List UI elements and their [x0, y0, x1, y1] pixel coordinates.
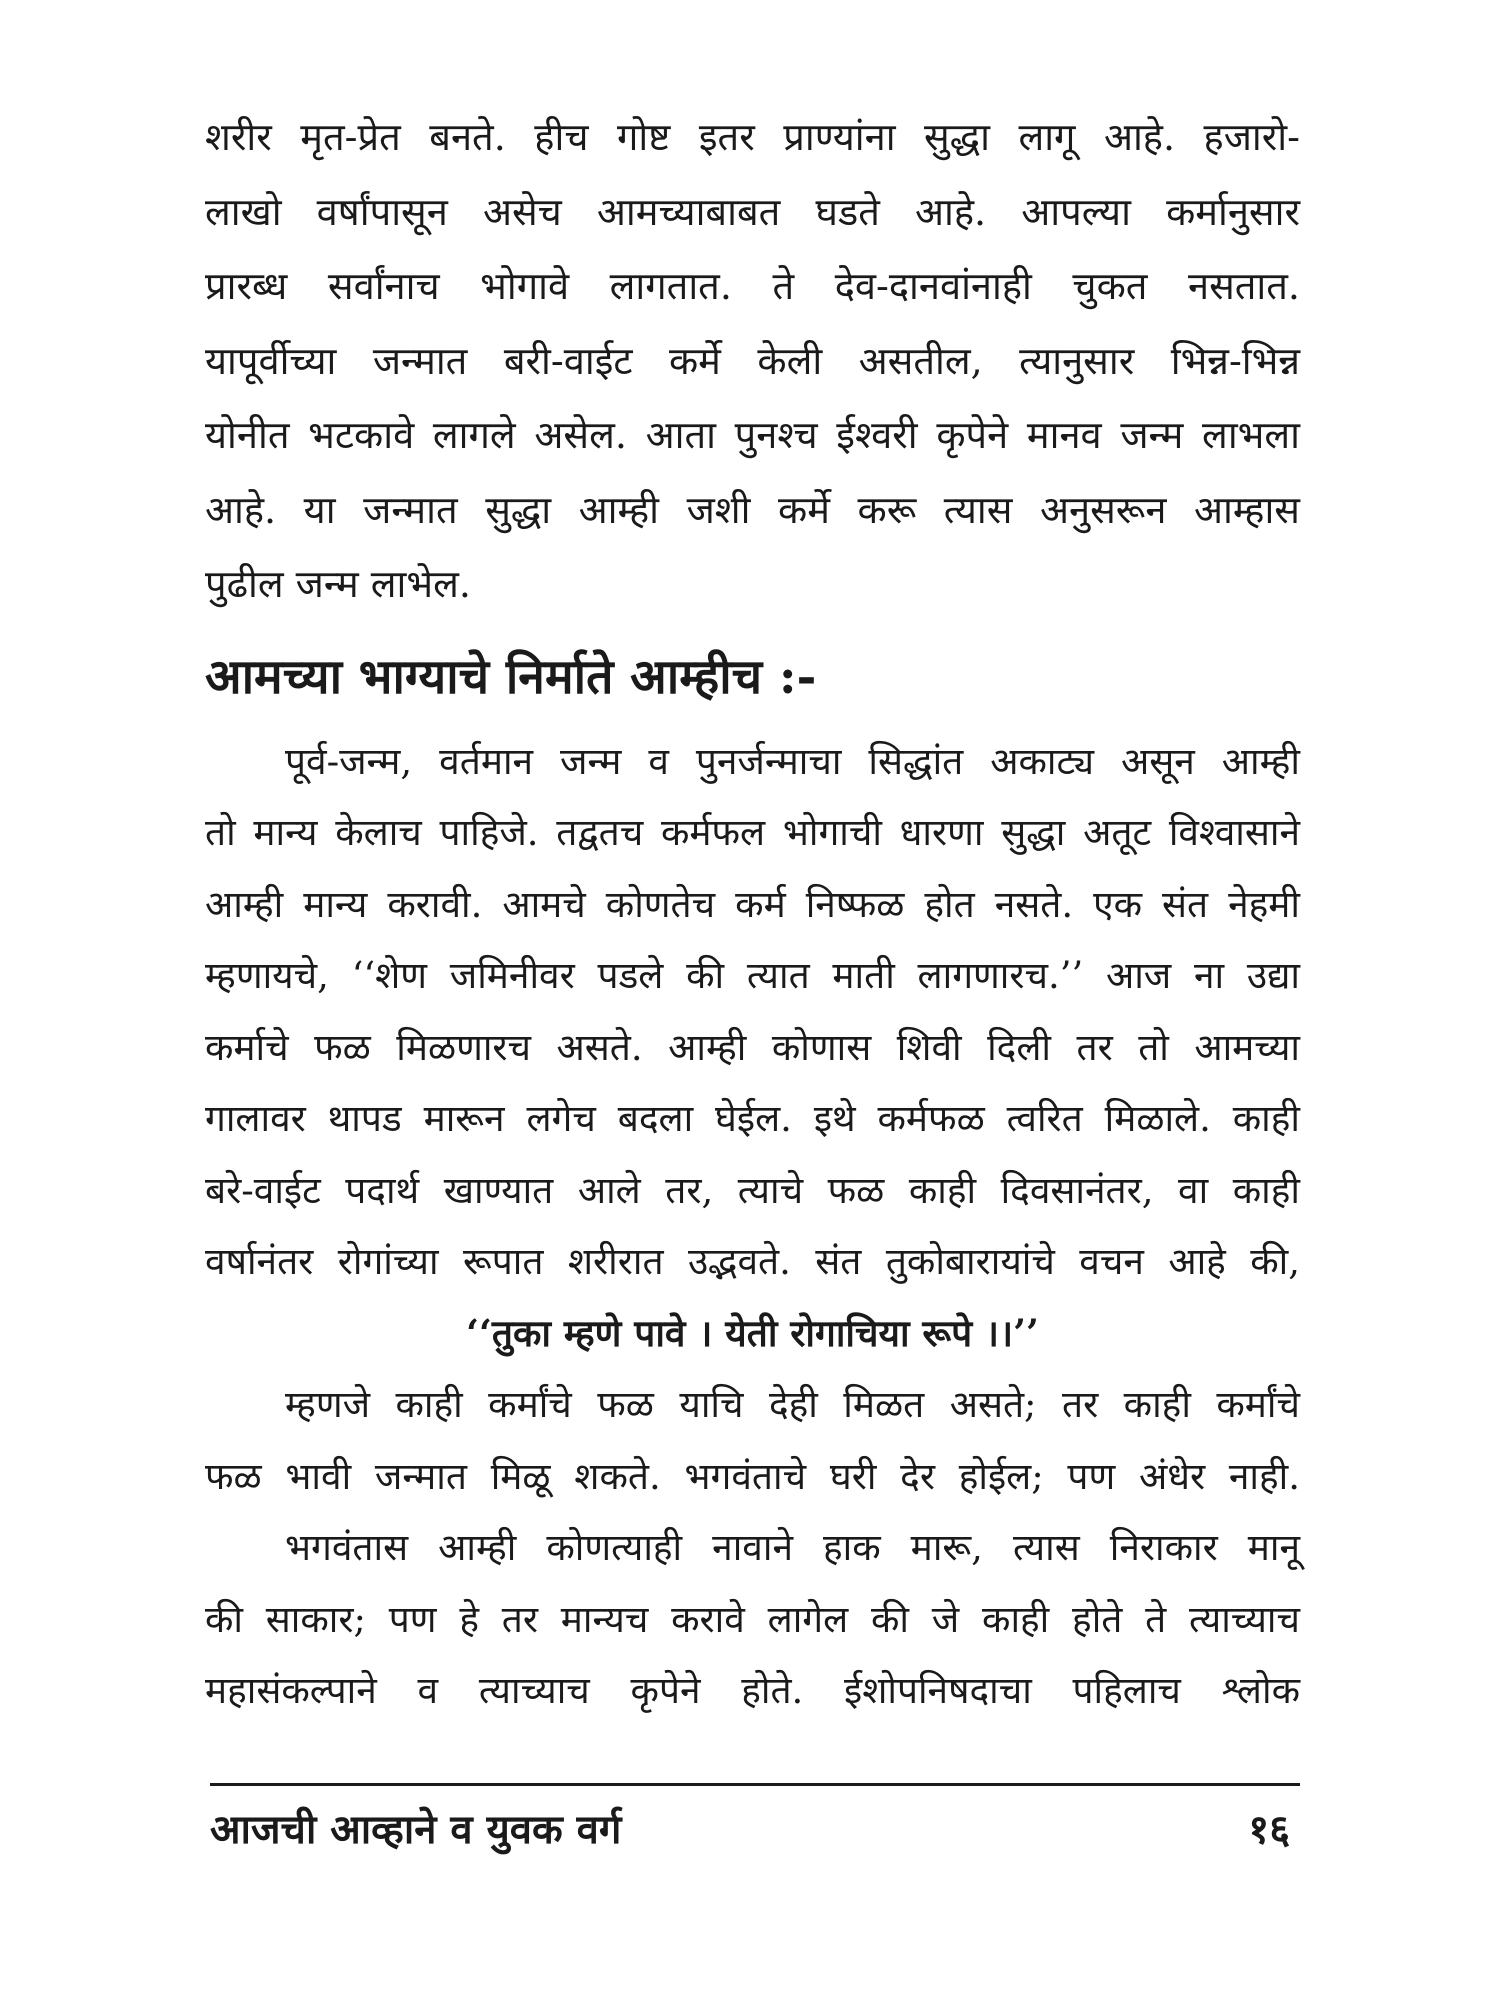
text-line: योनीत भटकावे लागले असेल. आता पुनश्च ईश्वरी कृपेने मानव जन्म लाभला — [205, 413, 1300, 457]
text-line: लाखो वर्षांपासून असेच आमच्याबाबत घडते आहे. आपल्या कर्मानुसार — [205, 189, 1300, 234]
section-body — [205, 726, 1300, 1727]
text-line: यापूर्वीच्या जन्मात बरी-वाईट कर्मे केली असतील, त्यानुसार भिन्न-भिन्न — [205, 338, 1300, 383]
text-line: कर्माचे फळ मिळणारच असते. आम्ही कोणास शिवी दिली तर तो आमच्या — [205, 1025, 1300, 1069]
text-line: फळ भावी जन्मात मिळू शकते. भगवंताचे घरी देर होईल; पण अंधेर नाही. — [205, 1454, 1300, 1498]
text-line: पुढील जन्म लाभेल. — [205, 562, 471, 606]
text-line: आम्ही मान्य करावी. आमचे कोणतेच कर्म निष्फळ होत नसते. एक संत नेहमी — [205, 882, 1300, 926]
text-line: महासंकल्पाने व त्याच्याच कृपेने होते. ईशोपनिषदाचा पहिलाच श्लोक — [205, 1669, 1300, 1712]
text-line: गालावर थापड मारून लगेच बदला घेईल. इथे कर्मफळ त्वरित मिळाले. काही — [205, 1097, 1300, 1140]
text-line: की साकार; पण हे तर मान्यच करावे लागेल की जे काही होते ते त्याच्याच — [205, 1597, 1300, 1641]
book-title: आजची आव्हाने व युवक वर्ग — [210, 1806, 622, 1853]
page-number: १६ — [1248, 1806, 1290, 1853]
text-line: वर्षानंतर रोगांच्या रूपात शरीरात उद्भवते. संत तुकोबारायांचे वचन आहे की, — [205, 1240, 1300, 1283]
footer-divider — [210, 1783, 1300, 1786]
text-line: बरे-वाईट पदार्थ खाण्यात आले तर, त्याचे फळ काही दिवसानंतर, वा काही — [205, 1168, 1300, 1212]
section-heading: आमच्या भाग्याचे निर्माते आम्हीच :- — [205, 648, 817, 705]
text-line: भगवंतास आम्ही कोणत्याही नावाने हाक मारू, त्यास निराकार मानू — [285, 1526, 1300, 1569]
text-line: म्हणजे काही कर्मांचे फळ याचि देही मिळत असते; तर काही कर्मांचे — [285, 1383, 1300, 1426]
quote-line: ‘‘तुका म्हणे पावे । येती रोगाचिया रूपे ।।’’ — [466, 1310, 1039, 1355]
paragraph-continued — [205, 100, 1300, 622]
text-line: प्रारब्ध सर्वांनाच भोगावे लागतात. ते देव-दानवांनाही चुकत नसतात. — [205, 264, 1300, 308]
text-line: तो मान्य केलाच पाहिजे. तद्वतच कर्मफल भोगाची धारणा सुद्धा अतूट विश्वासाने — [205, 811, 1300, 854]
page-footer — [210, 1800, 1300, 1860]
text-line: शरीर मृत-प्रेत बनते. हीच गोष्ट इतर प्राण्यांना सुद्धा लागू आहे. हजारो- — [205, 115, 1300, 159]
text-line: आहे. या जन्मात सुद्धा आम्ही जशी कर्मे करू त्यास अनुसरून आम्हास — [205, 487, 1300, 532]
text-line: पूर्व-जन्म, वर्तमान जन्म व पुनर्जन्माचा सिद्धांत अकाट्य असून आम्ही — [285, 739, 1300, 783]
page-body — [205, 100, 1300, 1727]
text-line: म्हणायचे, ‘‘शेण जमिनीवर पडले की त्यात माती लागणारच.’’ आज ना उद्या — [205, 954, 1300, 997]
